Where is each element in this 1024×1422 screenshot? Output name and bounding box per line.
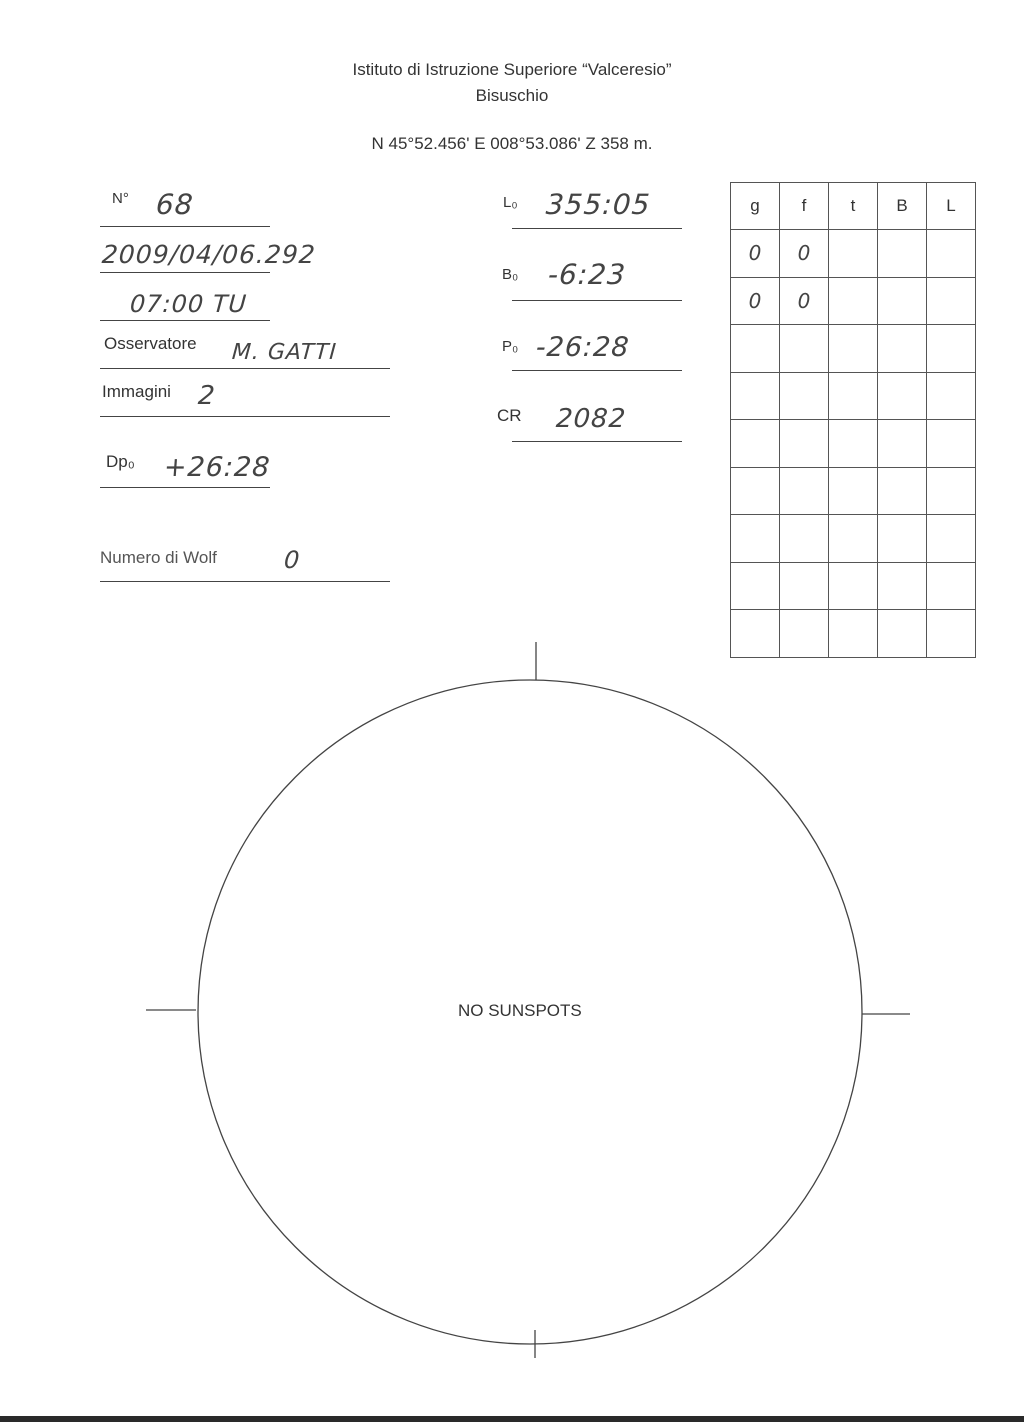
column-header-L: L — [927, 183, 976, 230]
b0-value: -6:23 — [546, 258, 628, 291]
institute-town: Bisuschio — [475, 86, 549, 105]
cr-value: 2082 — [554, 404, 628, 434]
column-header-f: f — [780, 183, 829, 230]
wolf-number-label: Numero di Wolf — [100, 548, 217, 567]
p0-label: P₀ — [502, 338, 519, 355]
l0-label: L₀ — [503, 194, 518, 211]
observatory-coordinates: N 45°52.456' E 008°53.086' Z 358 m. — [371, 134, 653, 153]
column-header-B: B — [878, 183, 927, 230]
cr-label: CR — [497, 406, 522, 425]
column-header-t: t — [829, 183, 878, 230]
time-value: 07:00 TU — [129, 290, 249, 318]
no-sunspots-note: NO SUNSPOTS — [458, 1001, 582, 1020]
images-value: 2 — [196, 381, 217, 411]
observer-value: M. GATTI — [231, 340, 338, 365]
observer-label: Osservatore — [104, 334, 197, 353]
number-value: 68 — [154, 188, 195, 221]
column-header-g: g — [731, 183, 780, 230]
number-label: N° — [112, 190, 129, 207]
dp0-value: +26:28 — [162, 452, 272, 483]
scan-edge-shadow — [0, 1416, 1024, 1422]
wolf-number-value: 0 — [283, 546, 302, 574]
p0-value: -26:28 — [534, 332, 631, 363]
cell-value: 0 — [748, 288, 762, 313]
cell-value: 0 — [797, 241, 811, 266]
dp0-label: Dp₀ — [106, 452, 135, 471]
date-value: 2009/04/06.292 — [100, 240, 317, 269]
l0-value: 355:05 — [544, 188, 652, 221]
cell-value: 0 — [797, 288, 811, 313]
images-label: Immagini — [102, 382, 171, 401]
b0-label: B₀ — [502, 266, 519, 283]
institute-name: Istituto di Istruzione Superiore “Valceresio” — [352, 60, 672, 79]
cell-value: 0 — [748, 241, 762, 266]
